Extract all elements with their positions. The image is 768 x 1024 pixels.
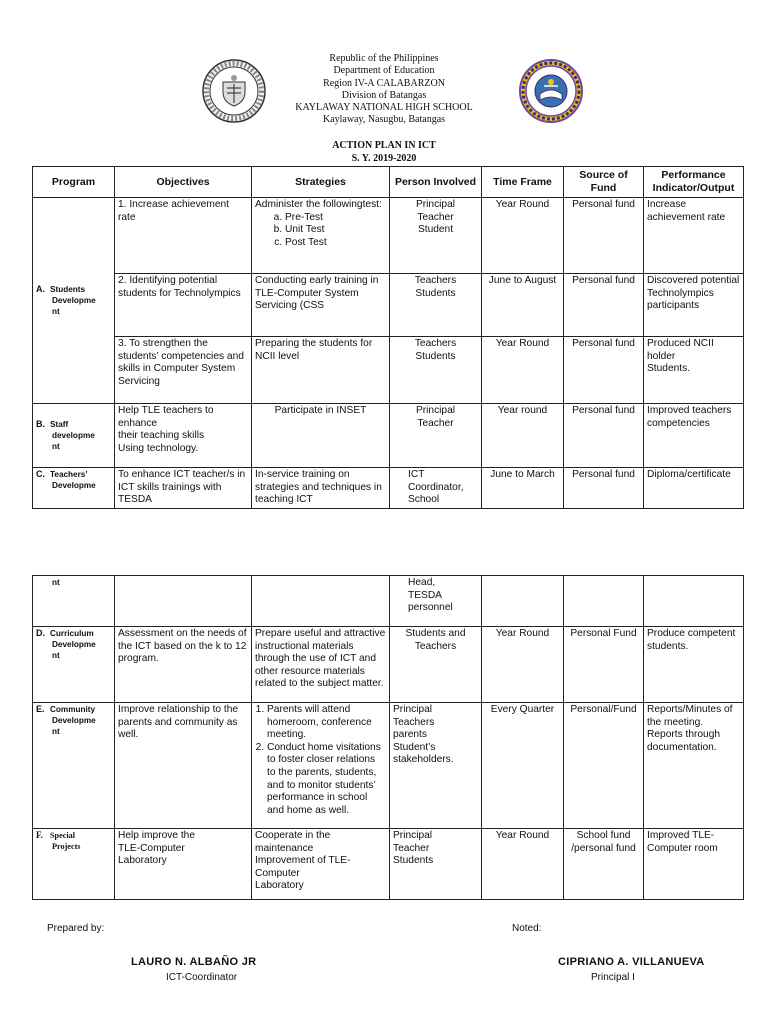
fund-cell: Personal Fund	[564, 627, 644, 703]
strategy-cell: In-service training on strategies and techniques in teaching ICT	[252, 468, 390, 509]
output-cell: Improved TLE-Computer room	[644, 829, 744, 900]
column-header: Program	[33, 167, 115, 198]
list-item: c. Post Test	[285, 237, 386, 250]
strategy-cell: Preparing the students for NCII level	[252, 337, 390, 404]
persons-cell: Students and Teachers	[390, 627, 482, 703]
fund-cell: Personal fund	[564, 198, 644, 274]
objective-cell: Assessment on the needs of the ICT based on the k to 12 program.	[115, 627, 252, 703]
fund-cell: School fund /personal fund	[564, 829, 644, 900]
program-teachers-development: C. Teachers’ Developme	[33, 468, 115, 509]
column-header: Strategies	[252, 167, 390, 198]
time-frame-cell: Every Quarter	[482, 703, 564, 829]
strategy-cell: Conducting early training in TLE-Computer System Servicing (CSS	[252, 274, 390, 337]
action-plan-table-part2	[32, 575, 744, 900]
persons-cell: Principal Teacher Students	[390, 829, 482, 900]
table-row	[33, 576, 744, 627]
objective-cell: To enhance ICT teacher/s in ICT skills trainings with TESDA	[115, 468, 252, 509]
fund-cell: Personal/Fund	[564, 703, 644, 829]
output-cell: Improved teachers competencies	[644, 404, 744, 468]
fund-cell: Personal fund	[564, 468, 644, 509]
objective-cell: Help improve the TLE-Computer Laboratory	[115, 829, 252, 900]
output-cell: Increase achievement rate	[644, 198, 744, 274]
program-students-development: A. Students Developme nt	[33, 198, 115, 404]
time-frame-cell: Year Round	[482, 337, 564, 404]
objective-cell: 2. Identifying potential students for Technolympics	[115, 274, 252, 337]
objective-cell	[115, 576, 252, 627]
persons-cell: Head, TESDA personnel	[390, 576, 482, 627]
time-frame-cell: Year Round	[482, 198, 564, 274]
column-header: Performance Indicator/Output	[644, 167, 744, 198]
column-header: Person Involved	[390, 167, 482, 198]
output-cell: Reports/Minutes of the meeting. Reports through documentation.	[644, 703, 744, 829]
table-row	[33, 703, 744, 829]
objective-cell: 1. Increase achievement rate	[115, 198, 252, 274]
table-row	[33, 198, 744, 274]
noter-name: CIPRIANO A. VILLANUEVA	[558, 956, 705, 968]
table-row	[33, 468, 744, 509]
table-row	[33, 627, 744, 703]
program-special-projects: F. Special Projects	[33, 829, 115, 900]
table-row	[33, 829, 744, 900]
header-line-division: Division of Batangas	[341, 89, 427, 101]
time-frame-cell: Year Round	[482, 627, 564, 703]
plan-title-line1: ACTION PLAN IN ICT	[332, 140, 436, 151]
table-row	[33, 404, 744, 468]
fund-cell: Personal fund	[564, 404, 644, 468]
table-header-row	[33, 167, 744, 198]
noted-label: Noted:	[512, 923, 542, 934]
list-item: a. Pre-Test	[285, 212, 386, 225]
output-cell	[644, 576, 744, 627]
header-line-department: Department of Education	[333, 65, 435, 77]
preparer-name: LAURO N. ALBAÑO JR	[131, 956, 257, 968]
output-cell: Discovered potential Technolympics participants	[644, 274, 744, 337]
plan-title	[0, 140, 768, 165]
header-line-republic: Republic of the Philippines	[329, 53, 439, 64]
table-row	[33, 337, 744, 404]
objective-cell: Improve relationship to the parents and community as well.	[115, 703, 252, 829]
header-line-address: Kaylaway, Nasugbu, Batangas	[322, 114, 446, 126]
header-line-region: Region IV-A CALABARZON	[323, 77, 445, 89]
time-frame-cell: June to August	[482, 274, 564, 337]
list-item: 1. Parents will attend homeroom, conference meeting.	[267, 704, 386, 742]
table-row	[33, 274, 744, 337]
action-plan-table-part1	[32, 166, 744, 509]
fund-cell	[564, 576, 644, 627]
strategy-cell: Cooperate in the maintenance Improvement of TLE-Computer Laboratory	[252, 829, 390, 900]
plan-title-line2: S. Y. 2019-2020	[351, 152, 417, 164]
persons-cell: Principal Teachers parents Student’s stakeholders.	[390, 703, 482, 829]
header-line-school: KAYLAWAY NATIONAL HIGH SCHOOL	[295, 102, 473, 114]
list-item: 2. Conduct home visitations to foster closer relations to the parents, students, and to monitor students’ performance in school and home as well.	[267, 742, 386, 818]
strategy-cell: Administer the followingtest: a. Pre-Test b. Unit Test c. Post Test	[252, 198, 390, 274]
time-frame-cell: Year Round	[482, 829, 564, 900]
program-curriculum-development: D. Curriculum Developme nt	[33, 627, 115, 703]
list-item: b. Unit Test	[285, 224, 386, 237]
fund-cell: Personal fund	[564, 337, 644, 404]
time-frame-cell: June to March	[482, 468, 564, 509]
time-frame-cell: Year round	[482, 404, 564, 468]
persons-cell: Principal Teacher Student	[390, 198, 482, 274]
objective-cell: Help TLE teachers to enhance their teaching skills Using technology.	[115, 404, 252, 468]
strategy-cell: Participate in INSET	[252, 404, 390, 468]
persons-cell: Teachers Students	[390, 274, 482, 337]
program-teachers-development-cont: nt	[33, 576, 115, 627]
objective-cell: 3. To strengthen the students’ competencies and skills in Computer System Servicing	[115, 337, 252, 404]
program-community-development: E. Community Developme nt	[33, 703, 115, 829]
output-cell: Produce competent students.	[644, 627, 744, 703]
persons-cell: Teachers Students	[390, 337, 482, 404]
noter-role: Principal I	[591, 972, 635, 983]
program-staff-development: B. Staff developme nt	[33, 404, 115, 468]
preparer-role: ICT-Coordinator	[166, 972, 238, 983]
persons-cell: Principal Teacher	[390, 404, 482, 468]
letterhead	[0, 52, 768, 134]
column-header: Objectives	[115, 167, 252, 198]
fund-cell: Personal fund	[564, 274, 644, 337]
strategy-cell	[252, 576, 390, 627]
output-cell: Produced NCII holder Students.	[644, 337, 744, 404]
time-frame-cell	[482, 576, 564, 627]
strategy-cell	[252, 703, 390, 829]
output-cell: Diploma/certificate	[644, 468, 744, 509]
prepared-by-label: Prepared by:	[47, 923, 105, 934]
column-header: Time Frame	[482, 167, 564, 198]
persons-cell: ICT Coordinator, School	[390, 468, 482, 509]
strategy-cell: Prepare useful and attractive instructional materials through the use of ICT and other resource materials related to the subject matter.	[252, 627, 390, 703]
column-header: Source of Fund	[564, 167, 644, 198]
